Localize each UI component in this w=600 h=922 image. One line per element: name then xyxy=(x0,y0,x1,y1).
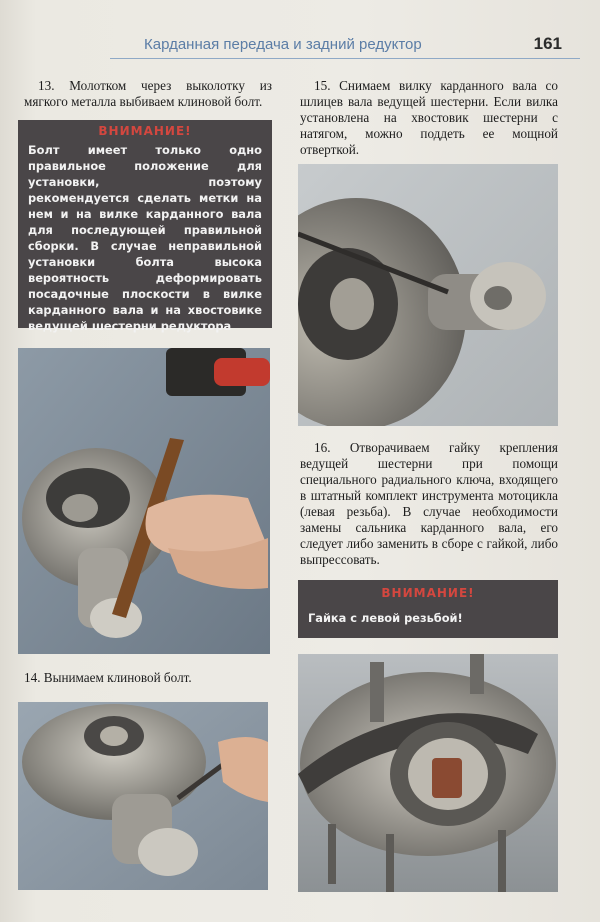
step-16-text: 16. Отворачиваем гайку крепления ведущей шестерни при помощи специального радиального ключа, входящего в штатный комплект инструмента мотоцикла (левая резьба). В случае необходимости замены сальника карданного вала, его следует либо заменить в сборе с гайкой, либо выпрессовать. xyxy=(300,440,558,567)
photo-remove-fork xyxy=(298,164,558,426)
step-15-text: 15. Снимаем вилку карданного вала со шлицев вала ведущей шестерни. Если вилка установлена на хвостовик шестерни с натягом, можно поддеть ее мощной отверткой. xyxy=(300,78,558,157)
warning-title: ВНИМАНИЕ! xyxy=(381,586,475,600)
step-13-text: 13. Молотком через выколотку из мягкого металла выбиваем клиновой болт. xyxy=(24,78,272,109)
chapter-title: Карданная передача и задний редуктор xyxy=(144,36,422,53)
page-header xyxy=(110,30,580,60)
warning-box-left-thread xyxy=(298,580,558,638)
warning-title: ВНИМАНИЕ! xyxy=(98,124,192,138)
photo-radial-wrench xyxy=(298,654,558,892)
warning-box-bolt xyxy=(18,120,272,333)
header-rule xyxy=(110,58,580,59)
photo-remove-bolt xyxy=(18,702,268,890)
page-number: 161 xyxy=(533,34,562,53)
step-14-text: 14. Вынимаем клиновой болт. xyxy=(24,670,192,685)
warning-text: Болт имеет только одно правильное положение для установки, поэтому рекомендуется сделать метки на нем и на вилке карданного вала для последующей правильной сборки. В случае неправильной установки болта высока вероятность деформировать посадочные плоскости в вилке карданного вала и на хвостовике ведущей шестерни редуктора xyxy=(28,143,262,333)
warning-text: Гайка с левой резьбой! xyxy=(308,611,463,625)
photo-hammer-drift xyxy=(18,348,270,654)
